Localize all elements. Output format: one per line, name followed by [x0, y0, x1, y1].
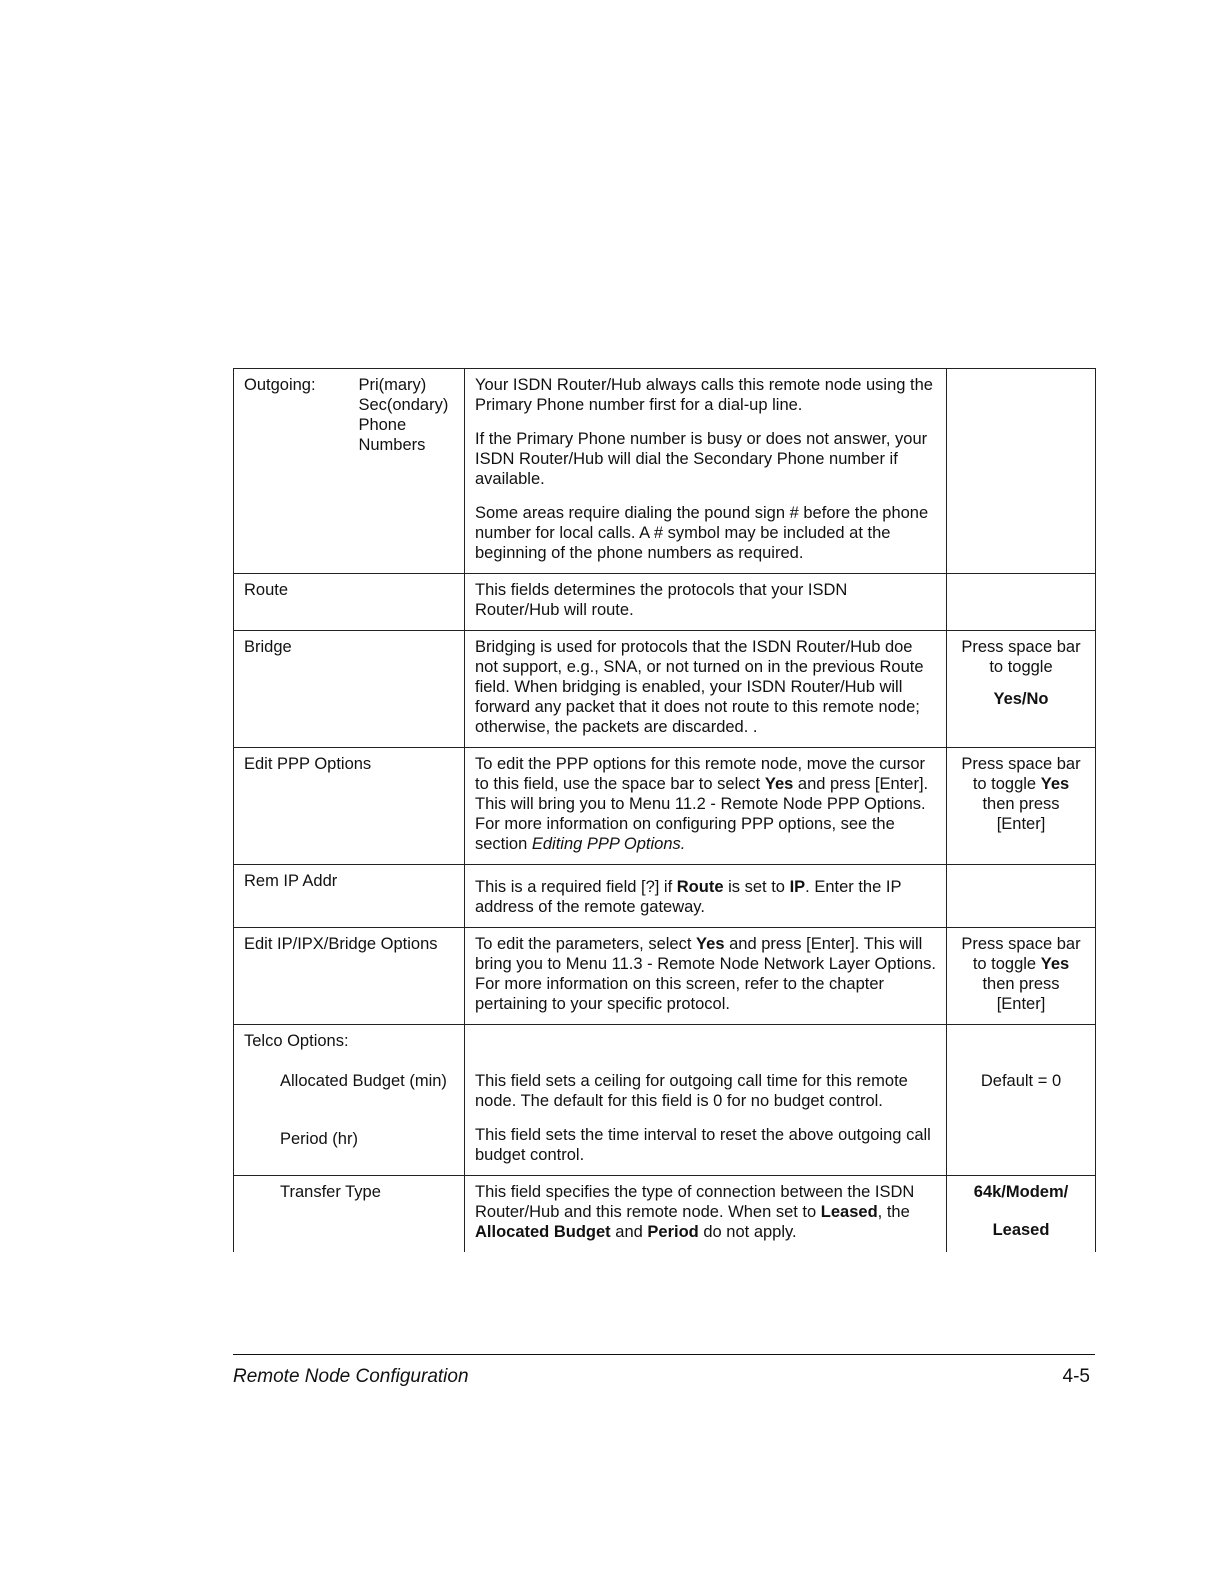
description-paragraph: If the Primary Phone number is busy or does not answer, your ISDN Router/Hub will dial the Secondary Phone number if available. [475, 430, 928, 488]
description-keyword: IP [789, 878, 806, 896]
field-cell [234, 369, 465, 574]
option-cell [947, 1025, 1096, 1176]
table-row-edit-ipx [234, 928, 1096, 1025]
field-label: Route [234, 574, 465, 631]
field-cell [234, 1025, 465, 1176]
option-cell [947, 369, 1096, 574]
option-keyword: Yes [1040, 775, 1070, 793]
description-keyword: Route [676, 878, 724, 896]
description-text: To edit the parameters, select [475, 935, 692, 953]
field-cell [234, 1176, 465, 1253]
table-row-route [234, 574, 1096, 631]
footer-divider [233, 1354, 1095, 1355]
option-values: Leased [992, 1221, 1050, 1239]
option-cell [947, 865, 1096, 928]
option-values: 64k/Modem/ [973, 1183, 1069, 1201]
description-text: To edit the PPP options for this remote node, move the cursor to this field, use the space bar to select [475, 755, 926, 793]
table-row-outgoing [234, 369, 1096, 574]
table-row-telco [234, 1025, 1096, 1176]
field-sublabel: Pri(mary) Sec(ondary) Phone Numbers [358, 376, 449, 454]
table-row-transfer [234, 1176, 1096, 1253]
option-cell [947, 631, 1096, 748]
option-cell [947, 928, 1096, 1025]
field-label: Edit PPP Options [234, 748, 465, 865]
description-paragraph: Your ISDN Router/Hub always calls this remote node using the Primary Phone number first for a dial-up line. [475, 376, 933, 414]
field-label: Rem IP Addr [234, 865, 465, 928]
description-paragraph: This field sets a ceiling for outgoing call time for this remote node. The default for this field is 0 for no budget control. [475, 1072, 908, 1110]
description-text: , the [877, 1203, 910, 1221]
description-paragraph: Some areas require dialing the pound sign # before the phone number for local calls. A # symbol may be included at the beginning of the phone numbers as required. [475, 504, 929, 562]
field-label: Outgoing: [244, 376, 316, 394]
description-paragraph: This field sets the time interval to reset the above outgoing call budget control. [475, 1126, 931, 1164]
description-cell: This fields determines the protocols that your ISDN Router/Hub will route. [465, 574, 947, 631]
description-cell: Bridging is used for protocols that the ISDN Router/Hub doe not support, e.g., SNA, or not turned on in the previous Route field. When bridging is enabled, your ISDN Router/Hub will forward any packet that it does not route to this remote node; otherwise, the packets are discarded. . [465, 631, 947, 748]
description-text: and [615, 1223, 643, 1241]
option-keyword: Yes [1040, 955, 1070, 973]
description-keyword: Yes [696, 935, 725, 953]
description-cell [465, 748, 947, 865]
field-label: Telco Options: [244, 1032, 349, 1050]
description-cell [465, 369, 947, 574]
description-cell [465, 928, 947, 1025]
footer-page-number: 4-5 [1062, 1366, 1090, 1387]
field-sublabel: Period (hr) [280, 1130, 358, 1148]
option-note: then press [Enter] [982, 795, 1060, 833]
option-cell [947, 748, 1096, 865]
description-text: and press [Enter]. This will bring you to Menu 11.3 - Remote Node Network Layer Options. For more information on this screen, refer to the chapter pertaining to your specific protocol. [475, 935, 937, 1013]
option-note: Press space bar to toggle [961, 638, 1081, 676]
option-default: Default = 0 [980, 1072, 1062, 1090]
field-sublabel: Transfer Type [280, 1183, 381, 1201]
field-label: Bridge [234, 631, 465, 748]
description-text: This is a required field [?] if [475, 878, 673, 896]
option-cell [947, 1176, 1096, 1253]
option-note: then press [Enter] [982, 975, 1060, 1013]
description-cell [465, 865, 947, 928]
description-text: This field specifies the type of connection between the ISDN Router/Hub and this remote node. When set to [475, 1183, 915, 1221]
description-keyword: Period [647, 1223, 699, 1241]
table-row-edit-ppp [234, 748, 1096, 865]
option-cell [947, 574, 1096, 631]
field-description-table [233, 368, 1096, 1252]
description-keyword: Leased [820, 1203, 878, 1221]
description-keyword: Allocated Budget [475, 1223, 611, 1241]
description-text: is set to [728, 878, 785, 896]
description-cell [465, 1176, 947, 1253]
option-values: Yes/No [993, 690, 1049, 708]
option-note: Press space bar to toggle [961, 755, 1081, 793]
option-note: Press space bar to toggle [961, 935, 1081, 973]
description-text: . Enter the IP address of the remote gateway. [475, 878, 902, 916]
description-text: do not apply. [703, 1223, 797, 1241]
table-row-rem-ip [234, 865, 1096, 928]
section-reference: Editing PPP Options. [531, 835, 686, 853]
table-row-bridge [234, 631, 1096, 748]
field-label: Edit IP/IPX/Bridge Options [234, 928, 465, 1025]
description-text: and press [Enter]. This will bring you to Menu 11.2 - Remote Node PPP Options. For more information on configuring PPP options, see the section [475, 775, 929, 853]
footer-chapter-title: Remote Node Configuration [233, 1366, 469, 1387]
field-sublabel: Allocated Budget (min) [280, 1072, 447, 1090]
description-cell [465, 1025, 947, 1176]
description-keyword: Yes [764, 775, 794, 793]
